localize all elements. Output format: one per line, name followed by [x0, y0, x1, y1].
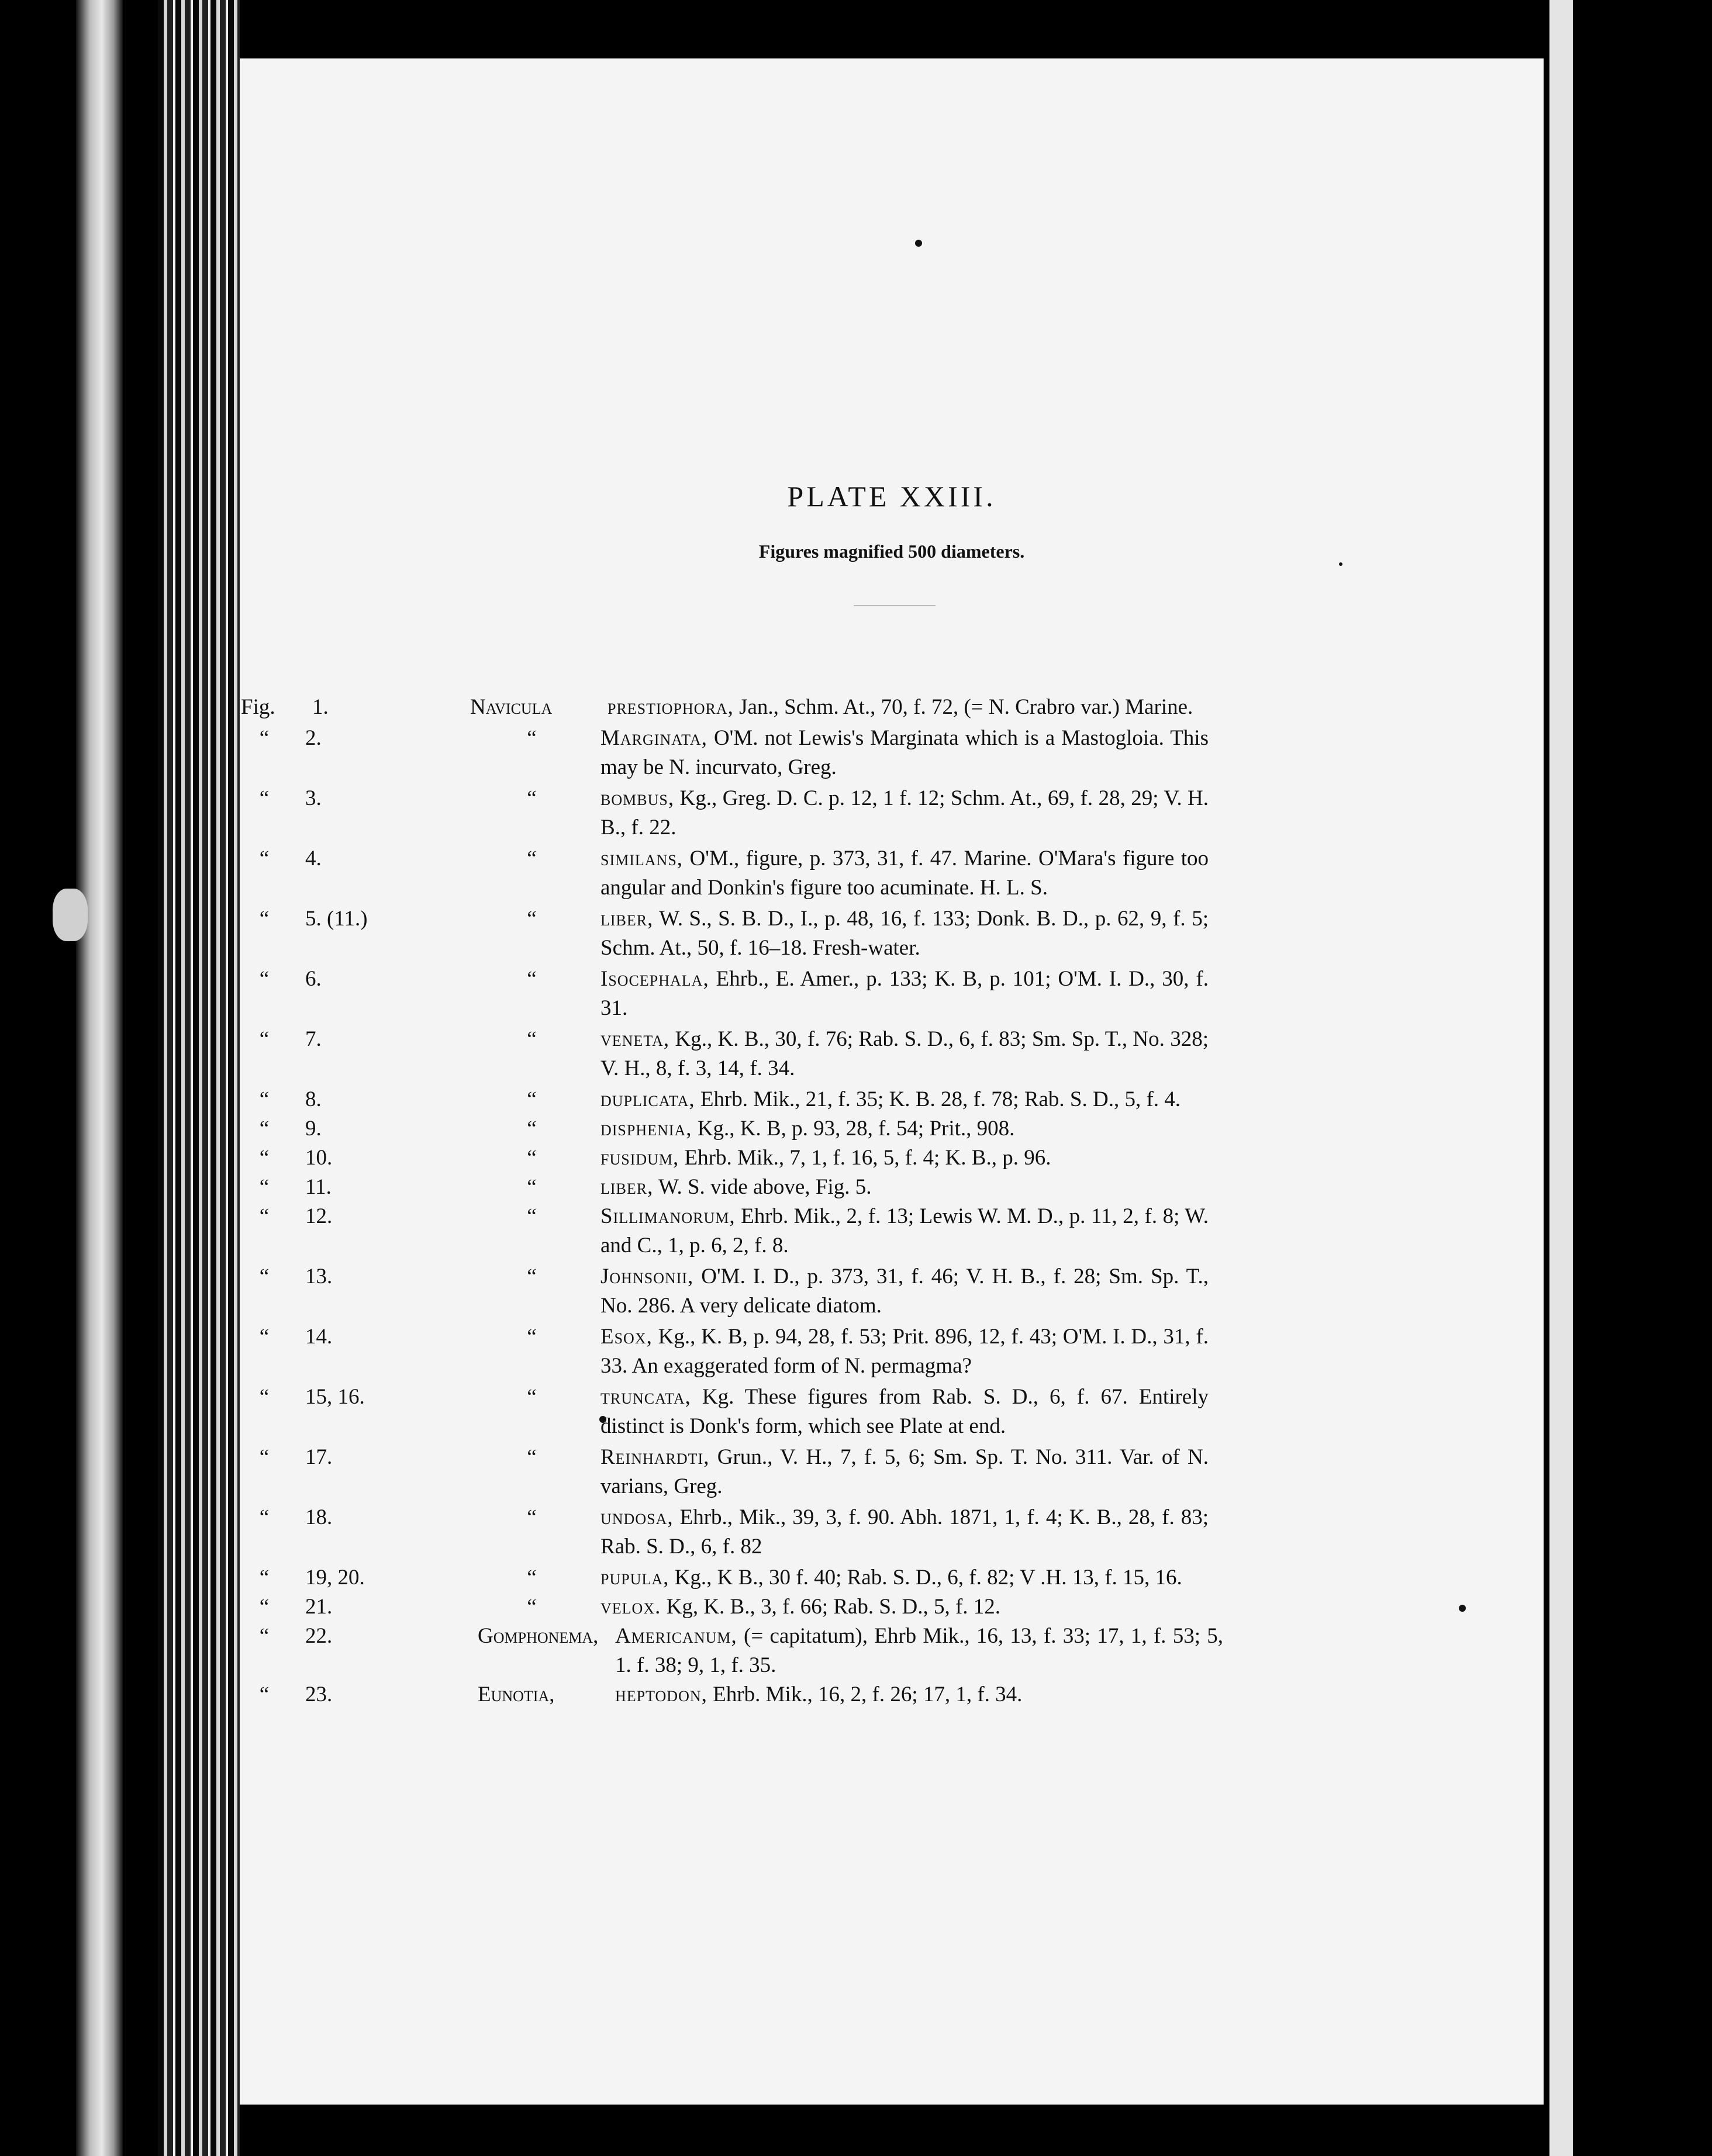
fig-number: 15, 16. — [305, 1385, 365, 1409]
reference-text: Kg., Greg. D. C. p. 12, 1 f. 12; Schm. At., 69, f. 28, 29; V. H. B., f. 22. — [600, 786, 1209, 839]
ditto-mark: “ — [259, 1445, 270, 1469]
ditto-mark: “ — [259, 1595, 270, 1619]
figure-entry — [240, 784, 1544, 842]
ditto-mark: “ — [259, 1624, 270, 1648]
ditto-mark: “ — [259, 1204, 270, 1228]
species-name: Marginata, — [600, 726, 707, 750]
reference-text: Ehrb. Mik., 7, 1, f. 16, 5, f. 4; K. B., p. 96. — [684, 1146, 1051, 1170]
facing-page-edge — [1549, 0, 1573, 2156]
figure-entry — [240, 1173, 1544, 1202]
reference-text: Ehrb. Mik., 21, f. 35; K. B. 28, f. 78; Rab. S. D., 5, f. 4. — [700, 1087, 1181, 1111]
entry-body — [600, 1322, 1209, 1381]
entry-body — [600, 1503, 1209, 1561]
figure-entry — [240, 1202, 1544, 1260]
figure-entry — [240, 1443, 1544, 1501]
speck — [915, 240, 922, 247]
reference-text: Kg., K. B., 30, f. 76; Rab. S. D., 6, f. 83; Sm. Sp. T., No. 328; V. H., 8, f. 3, 14, f. 34. — [600, 1027, 1209, 1080]
ditto-mark: “ — [259, 1027, 270, 1051]
scan-artifact — [53, 889, 88, 941]
fig-number: 7. — [305, 1027, 322, 1051]
species-name: Americanum, — [615, 1624, 737, 1648]
fig-number: 8. — [305, 1087, 322, 1111]
fig-number: 1. — [312, 695, 329, 719]
genus-ditto: “ — [527, 1264, 537, 1288]
ditto-mark: “ — [259, 967, 270, 991]
fig-number: 13. — [305, 1264, 333, 1288]
genus-name: Navicula — [470, 695, 553, 719]
species-name: fusidum, — [600, 1146, 679, 1170]
genus-ditto: “ — [527, 846, 537, 870]
figure-entry — [240, 1025, 1544, 1083]
entry-body — [600, 965, 1209, 1023]
entry-body — [600, 1173, 1209, 1202]
figure-entry — [240, 1143, 1544, 1173]
reference-text: Ehrb., Mik., 39, 3, f. 90. Abh. 1871, 1, f. 4; K. B., 28, f. 83; Rab. S. D., 6, f. 82 — [600, 1505, 1209, 1559]
figure-entry — [240, 1114, 1544, 1143]
species-name: Isocephala, — [600, 967, 709, 991]
entry-body — [600, 1025, 1209, 1083]
fig-number: 4. — [305, 846, 322, 870]
fig-number: 6. — [305, 967, 322, 991]
genus-ditto: “ — [527, 1566, 537, 1590]
entry-body — [600, 724, 1209, 782]
genus-name: Eunotia, — [478, 1682, 555, 1706]
ditto-mark: “ — [259, 1385, 270, 1409]
reference-text: Kg. These figures from Rab. S. D., 6, f. 67. Entirely distinct is Donk's form, which see Plate at end. — [600, 1385, 1209, 1438]
speck — [1339, 562, 1342, 566]
species-name: truncata, — [600, 1385, 691, 1409]
reference-text: (= capitatum), Ehrb Mik., 16, 13, f. 33; 17, 1, f. 53; 5, 1. f. 38; 9, 1, f. 35. — [615, 1624, 1224, 1677]
genus-ditto: “ — [527, 1204, 537, 1228]
plate-title: PLATE XXIII. — [787, 480, 996, 513]
reference-text: Kg., K. B, p. 93, 28, f. 54; Prit., 908. — [697, 1117, 1015, 1141]
figure-entry — [240, 1383, 1544, 1441]
entry-body — [600, 784, 1209, 842]
figure-entry — [240, 965, 1544, 1023]
species-name: pupula, — [600, 1566, 669, 1590]
fig-number: 11. — [305, 1175, 332, 1199]
fig-number: 21. — [305, 1595, 333, 1619]
reference-text: Ehrb. Mik., 16, 2, f. 26; 17, 1, f. 34. — [713, 1682, 1023, 1706]
figure-entry — [240, 693, 1544, 722]
genus-ditto: “ — [527, 726, 537, 750]
reference-text: W. S. vide above, Fig. 5. — [658, 1175, 872, 1199]
entry-body — [600, 1143, 1209, 1173]
ditto-mark: “ — [259, 1146, 270, 1170]
fig-number: 10. — [305, 1146, 333, 1170]
figure-entry — [240, 844, 1544, 903]
entry-body — [608, 693, 1216, 722]
entry-body — [600, 1383, 1209, 1441]
genus-ditto: “ — [527, 1087, 537, 1111]
species-name: duplicata, — [600, 1087, 695, 1111]
page-stack-edge — [158, 0, 240, 2156]
genus-ditto: “ — [527, 907, 537, 931]
plate-page — [240, 58, 1544, 2105]
species-name: velox. — [600, 1595, 661, 1619]
reference-text: Kg, K. B., 3, f. 66; Rab. S. D., 5, f. 12. — [666, 1595, 1001, 1619]
species-name: heptodon, — [615, 1682, 707, 1706]
fig-number: 5. (11.) — [305, 907, 368, 931]
ditto-mark: “ — [259, 1264, 270, 1288]
entry-body — [600, 1563, 1209, 1592]
fig-number: 3. — [305, 786, 322, 810]
ditto-mark: “ — [259, 907, 270, 931]
genus-ditto: “ — [527, 786, 537, 810]
figure-entry — [240, 1563, 1544, 1592]
figure-entry — [240, 1085, 1544, 1114]
entry-body — [600, 1443, 1209, 1501]
reference-text: Grun., V. H., 7, f. 5, 6; Sm. Sp. T. No. 311. Var. of N. varians, Greg. — [600, 1445, 1209, 1498]
species-name: bombus, — [600, 786, 675, 810]
ditto-mark: “ — [259, 1505, 270, 1529]
fig-number: 14. — [305, 1325, 333, 1349]
genus-ditto: “ — [527, 1595, 537, 1619]
ditto-mark: “ — [259, 1325, 270, 1349]
genus-ditto: “ — [527, 1175, 537, 1199]
entry-body — [615, 1680, 1223, 1709]
reference-text: Ehrb. Mik., 2, f. 13; Lewis W. M. D., p. 11, 2, f. 8; W. and C., 1, p. 6, 2, f. 8. — [600, 1204, 1209, 1257]
fig-number: 22. — [305, 1624, 333, 1648]
reference-text: Kg., K. B, p. 94, 28, f. 53; Prit. 896, 12, f. 43; O'M. I. D., 31, f. 33. An exaggerated form of N. permagma? — [600, 1325, 1209, 1378]
figure-entry — [240, 1680, 1544, 1709]
book-spine — [76, 0, 123, 2156]
scan-background — [1585, 0, 1712, 2156]
genus-ditto: “ — [527, 1146, 537, 1170]
figure-entry — [240, 1503, 1544, 1561]
fig-number: 9. — [305, 1117, 322, 1141]
species-name: Sillimanorum, — [600, 1204, 736, 1228]
species-name: veneta, — [600, 1027, 670, 1051]
entry-body — [615, 1622, 1223, 1680]
plate-subtitle: Figures magnified 500 diameters. — [758, 541, 1025, 562]
genus-ditto: “ — [527, 1117, 537, 1141]
entry-body — [600, 1262, 1209, 1321]
reference-text: Jan., Schm. At., 70, f. 72, (= N. Crabro var.) Marine. — [739, 695, 1193, 719]
ditto-mark: “ — [259, 726, 270, 750]
species-name: similans, — [600, 846, 684, 870]
reference-text: W. S., S. B. D., I., p. 48, 16, f. 133; Donk. B. D., p. 62, 9, f. 5; Schm. At., 50, f. 16–18. Fresh-water. — [600, 907, 1209, 960]
reference-text: O'M., figure, p. 373, 31, f. 47. Marine. O'Mara's figure too angular and Donkin's figure too acuminate. H. L. S. — [600, 846, 1209, 900]
reference-text: O'M. not Lewis's Marginata which is a Mastogloia. This may be N. incurvato, Greg. — [600, 726, 1209, 779]
ditto-mark: “ — [259, 1175, 270, 1199]
species-name: prestiophora, — [608, 695, 734, 719]
reference-text: Kg., K B., 30 f. 40; Rab. S. D., 6, f. 82; V .H. 13, f. 15, 16. — [674, 1566, 1182, 1590]
fig-number: 23. — [305, 1682, 333, 1706]
figure-entry — [240, 1262, 1544, 1321]
ditto-mark: “ — [259, 1682, 270, 1706]
entry-body — [600, 1202, 1209, 1260]
species-name: Reinhardti, — [600, 1445, 710, 1469]
ditto-mark: “ — [259, 1566, 270, 1590]
species-name: undosa, — [600, 1505, 674, 1529]
ditto-mark: “ — [259, 786, 270, 810]
species-name: Johnsonii, — [600, 1264, 694, 1288]
ditto-mark: “ — [259, 846, 270, 870]
figure-entry — [240, 904, 1544, 963]
genus-name: Gomphonema, — [478, 1624, 599, 1648]
figure-entry — [240, 1322, 1544, 1381]
figure-list — [240, 693, 1544, 1709]
figure-entry — [240, 724, 1544, 782]
figure-entry — [240, 1592, 1544, 1622]
fig-number: 2. — [305, 726, 322, 750]
genus-ditto: “ — [527, 1505, 537, 1529]
fig-number: 17. — [305, 1445, 333, 1469]
genus-ditto: “ — [527, 1027, 537, 1051]
entry-body — [600, 1114, 1209, 1143]
genus-ditto: “ — [527, 967, 537, 991]
ditto-mark: “ — [259, 1087, 270, 1111]
genus-ditto: “ — [527, 1325, 537, 1349]
figure-entry — [240, 1622, 1544, 1680]
genus-ditto: “ — [527, 1445, 537, 1469]
species-name: liber, — [600, 907, 654, 931]
species-name: disphenia, — [600, 1117, 692, 1141]
entry-body — [600, 904, 1209, 963]
entry-body — [600, 844, 1209, 903]
species-name: Esox, — [600, 1325, 653, 1349]
species-name: liber, — [600, 1175, 654, 1199]
entry-body — [600, 1085, 1209, 1114]
divider — [854, 605, 936, 606]
ditto-mark: “ — [259, 1117, 270, 1141]
entry-body — [600, 1592, 1209, 1622]
reference-text: O'M. I. D., p. 373, 31, f. 46; V. H. B., f. 28; Sm. Sp. T., No. 286. A very delicate diatom. — [600, 1264, 1209, 1318]
genus-ditto: “ — [527, 1385, 537, 1409]
fig-label: Fig. — [241, 695, 275, 719]
fig-number: 18. — [305, 1505, 333, 1529]
reference-text: Ehrb., E. Amer., p. 133; K. B, p. 101; O'M. I. D., 30, f. 31. — [600, 967, 1209, 1020]
fig-number: 19, 20. — [305, 1566, 365, 1590]
fig-number: 12. — [305, 1204, 333, 1228]
